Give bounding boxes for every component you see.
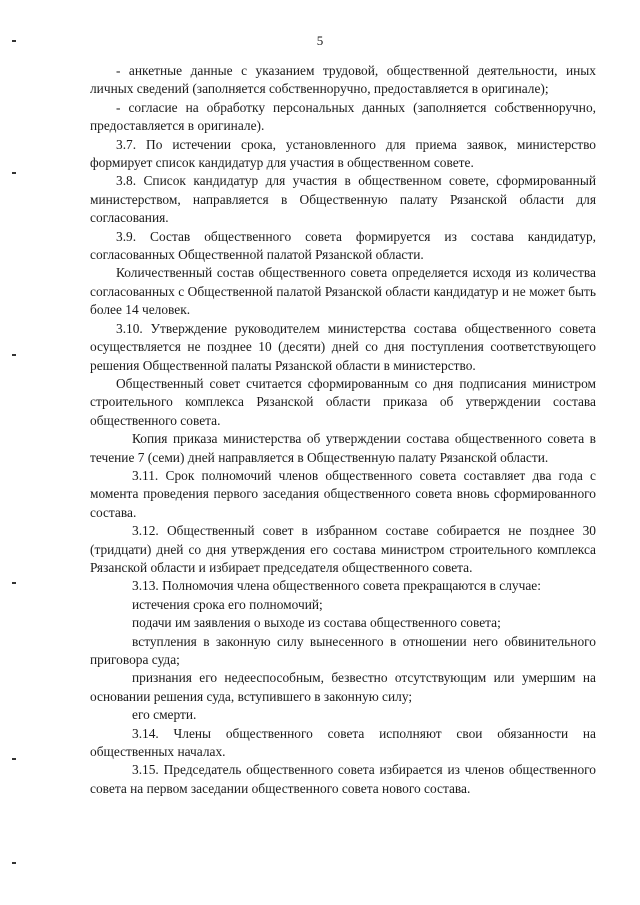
paragraph: Количественный состав общественного совета определяется исходя из количества согласованных с Общественной палатой Рязанской области кандидатур и не может быть более 14 человек. [90, 265, 596, 318]
paragraph: 3.14. Члены общественного совета исполняют свои обязанности на общественных началах. [90, 725, 596, 760]
page-number: 5 [316, 33, 324, 48]
document-body [90, 62, 596, 798]
paragraph: 3.7. По истечении срока, установленного для приема заявок, министерство формирует список кандидатур для участия в общественном совете. [90, 136, 596, 171]
scan-mark [12, 354, 16, 356]
paragraph: признания его недееспособным, безвестно отсутствующим или умершим на основании решения суда, вступившего в законную силу; [90, 670, 596, 704]
paragraph: 3.10. Утверждение руководителем министерства состава общественного совета осуществляется не позднее 10 (десяти) дней со дня поступления соответствующего решения Общественной палаты Рязанской области в министерство. [90, 320, 596, 373]
paragraph: 3.8. Список кандидатур для участия в общественном совете, сформированный министерством, направляется в Общественную палату Рязанской области для согласования. [90, 173, 596, 226]
paragraph: 3.15. Председатель общественного совета избирается из членов общественного совета на первом заседании общественного совета нового состава. [90, 762, 596, 796]
scan-mark [12, 40, 16, 42]
paragraph: 3.11. Срок полномочий членов общественного совета составляет два года с момента проведения первого заседания общественного совета вновь сформированного состава. [90, 467, 596, 520]
scan-mark [12, 862, 16, 864]
paragraph: Копия приказа министерства об утверждении состава общественного совета в течение 7 (семи) дней направляется в Общественную палату Рязанской области. [90, 431, 596, 465]
paragraph: подачи им заявления о выходе из состава общественного совета; [132, 615, 501, 631]
paragraph: вступления в законную силу вынесенного в отношении него обвинительного приговора суда; [90, 633, 596, 667]
scan-mark [12, 172, 16, 174]
paragraph: его смерти. [132, 707, 197, 723]
paragraph: 3.9. Состав общественного совета формируется из состава кандидатур, согласованных Общественной палатой Рязанской области. [90, 228, 596, 263]
paragraph: 3.13. Полномочия члена общественного совета прекращаются в случае: [132, 578, 541, 594]
paragraph: истечения срока его полномочий; [132, 596, 323, 612]
paragraph: 3.12. Общественный совет в избранном составе собирается не позднее 30 (тридцати) дней со дня утверждения его состава министром строительного комплекса Рязанской области и избирает председателя общественного совета. [90, 523, 596, 575]
paragraph: Общественный совет считается сформированным со дня подписания министром строительного комплекса Рязанской области приказа об утверждении состава общественного совета. [90, 375, 596, 428]
paragraph: - согласие на обработку персональных данных (заполняется собственноручно, предоставляется в оригинале). [90, 99, 596, 134]
scan-mark [12, 758, 16, 760]
paragraph: - анкетные данные с указанием трудовой, общественной деятельности, иных личных сведений (заполняется собственноручно, предоставляется в оригинале); [90, 63, 596, 97]
scan-mark [12, 582, 16, 584]
